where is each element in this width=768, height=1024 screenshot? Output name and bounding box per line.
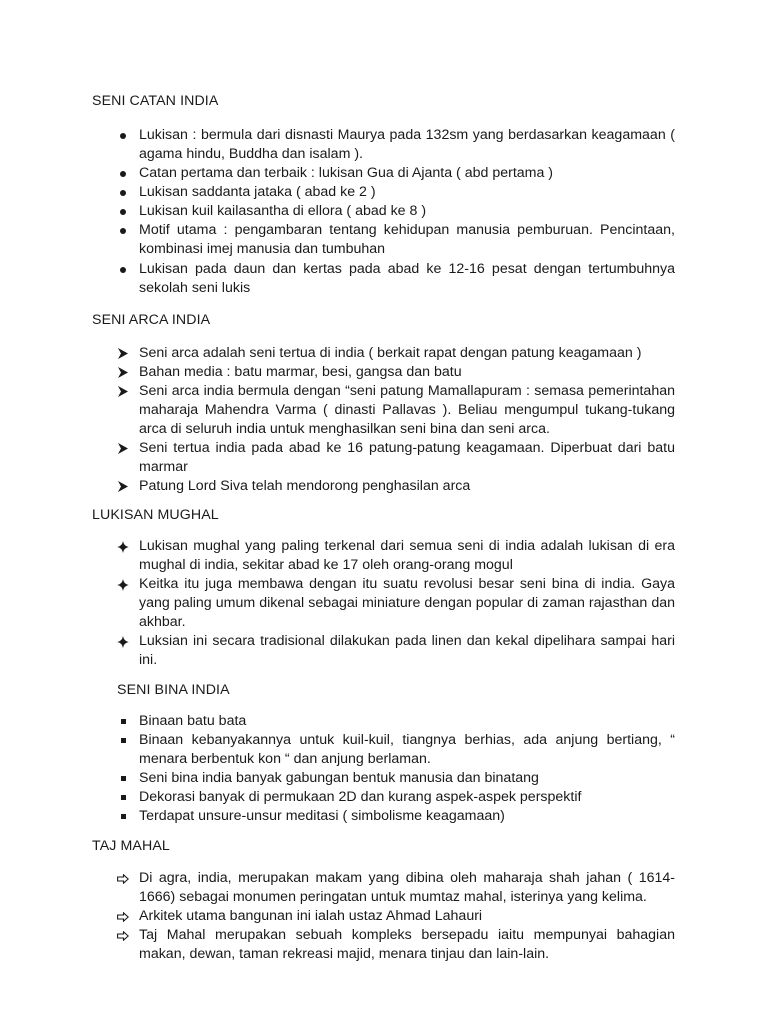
list-item: Keitka itu juga membawa dengan itu suatu revolusi besar seni bina di india. Gaya yang paling umum dikenal sebagai miniature dengan popular di zaman rajasthan dan akhbar. — [116, 575, 675, 632]
list-item: Patung Lord Siva telah mendorong penghasilan arca — [116, 477, 675, 496]
list-seni-arca-india — [116, 344, 675, 496]
square-bullet-icon — [116, 788, 130, 807]
list-item: Taj Mahal merupakan sebuah kompleks bersepadu iaitu mempunyai bahagian makan, dewan, taman rekreasi majid, menara tinjau dan lain-lain. — [116, 926, 675, 964]
list-item: Arkitek utama bangunan ini ialah ustaz Ahmad Lahauri — [116, 907, 675, 926]
list-item: Bahan media : batu marmar, besi, gangsa dan batu — [116, 363, 675, 382]
diamond-bullet-icon — [116, 575, 130, 594]
hollow-arrow-bullet-icon — [116, 907, 130, 926]
list-item: Lukisan pada daun dan kertas pada abad ke 12-16 pesat dengan tertumbuhnya sekolah seni lukis — [116, 260, 675, 298]
square-bullet-icon — [116, 712, 130, 731]
bullet-dot-icon — [116, 221, 130, 240]
list-seni-bina-india — [116, 712, 675, 826]
list-item: Lukisan saddanta jataka ( abad ke 2 ) — [116, 183, 675, 202]
hollow-arrow-bullet-icon — [116, 926, 130, 945]
heading-lukisan-mughal: LUKISAN MUGHAL — [92, 507, 219, 523]
arrowhead-bullet-icon — [116, 477, 130, 496]
list-taj-mahal — [116, 869, 675, 964]
list-item: Di agra, india, merupakan makam yang dibina oleh maharaja shah jahan ( 1614-1666) sebagai monumen peringatan untuk mumtaz mahal, isterinya yang kelima. — [116, 869, 675, 907]
list-item: Seni tertua india pada abad ke 16 patung-patung keagamaan. Diperbuat dari batu marmar — [116, 439, 675, 477]
square-bullet-icon — [116, 807, 130, 826]
list-item: Terdapat unsure-unsur meditasi ( simbolisme keagamaan) — [116, 807, 675, 826]
bullet-dot-icon — [116, 183, 130, 202]
list-item: Dekorasi banyak di permukaan 2D dan kurang aspek-aspek perspektif — [116, 788, 675, 807]
list-item: Lukisan kuil kailasantha di ellora ( abad ke 8 ) — [116, 202, 675, 221]
square-bullet-icon — [116, 769, 130, 788]
heading-taj-mahal: TAJ MAHAL — [92, 838, 170, 854]
arrowhead-bullet-icon — [116, 382, 130, 401]
heading-seni-bina-india: SENI BINA INDIA — [117, 682, 230, 698]
bullet-dot-icon — [116, 202, 130, 221]
list-item: Lukisan : bermula dari disnasti Maurya pada 132sm yang berdasarkan keagamaan ( agama hindu, Buddha dan isalam ). — [116, 126, 675, 164]
list-item: Catan pertama dan terbaik : lukisan Gua di Ajanta ( abd pertama ) — [116, 164, 675, 183]
arrowhead-bullet-icon — [116, 344, 130, 363]
list-item: Binaan kebanyakannya untuk kuil-kuil, tiangnya berhias, ada anjung bertiang, “ menara berbentuk kon “ dan anjung berlaman. — [116, 731, 675, 769]
bullet-dot-icon — [116, 126, 130, 145]
diamond-bullet-icon — [116, 632, 130, 651]
diamond-bullet-icon — [116, 537, 130, 556]
square-bullet-icon — [116, 731, 130, 750]
list-seni-catan-india — [116, 126, 675, 298]
arrowhead-bullet-icon — [116, 363, 130, 382]
list-item: Motif utama : pengambaran tentang kehidupan manusia pemburuan. Pencintaan, kombinasi imej manusia dan tumbuhan — [116, 221, 675, 259]
list-item: Binaan batu bata — [116, 712, 675, 731]
list-item: Luksian ini secara tradisional dilakukan pada linen dan kekal dipelihara sampai hari ini. — [116, 632, 675, 670]
list-item: Seni arca india bermula dengan “seni patung Mamallapuram : semasa pemerintahan maharaja Mahendra Varma ( dinasti Pallavas ). Beliau mengumpul tukang-tukang arca di seluruh india untuk menghasilkan seni bina dan seni arca. — [116, 382, 675, 439]
bullet-dot-icon — [116, 260, 130, 279]
bullet-dot-icon — [116, 164, 130, 183]
heading-seni-catan-india: SENI CATAN INDIA — [92, 93, 219, 109]
heading-seni-arca-india: SENI ARCA INDIA — [92, 312, 211, 328]
list-item: Seni arca adalah seni tertua di india ( berkait rapat dengan patung keagamaan ) — [116, 344, 675, 363]
arrowhead-bullet-icon — [116, 439, 130, 458]
list-lukisan-mughal — [116, 537, 675, 670]
hollow-arrow-bullet-icon — [116, 869, 130, 888]
list-item: Lukisan mughal yang paling terkenal dari semua seni di india adalah lukisan di era mughal di india, sekitar abad ke 17 oleh orang-orang mogul — [116, 537, 675, 575]
list-item: Seni bina india banyak gabungan bentuk manusia dan binatang — [116, 769, 675, 788]
